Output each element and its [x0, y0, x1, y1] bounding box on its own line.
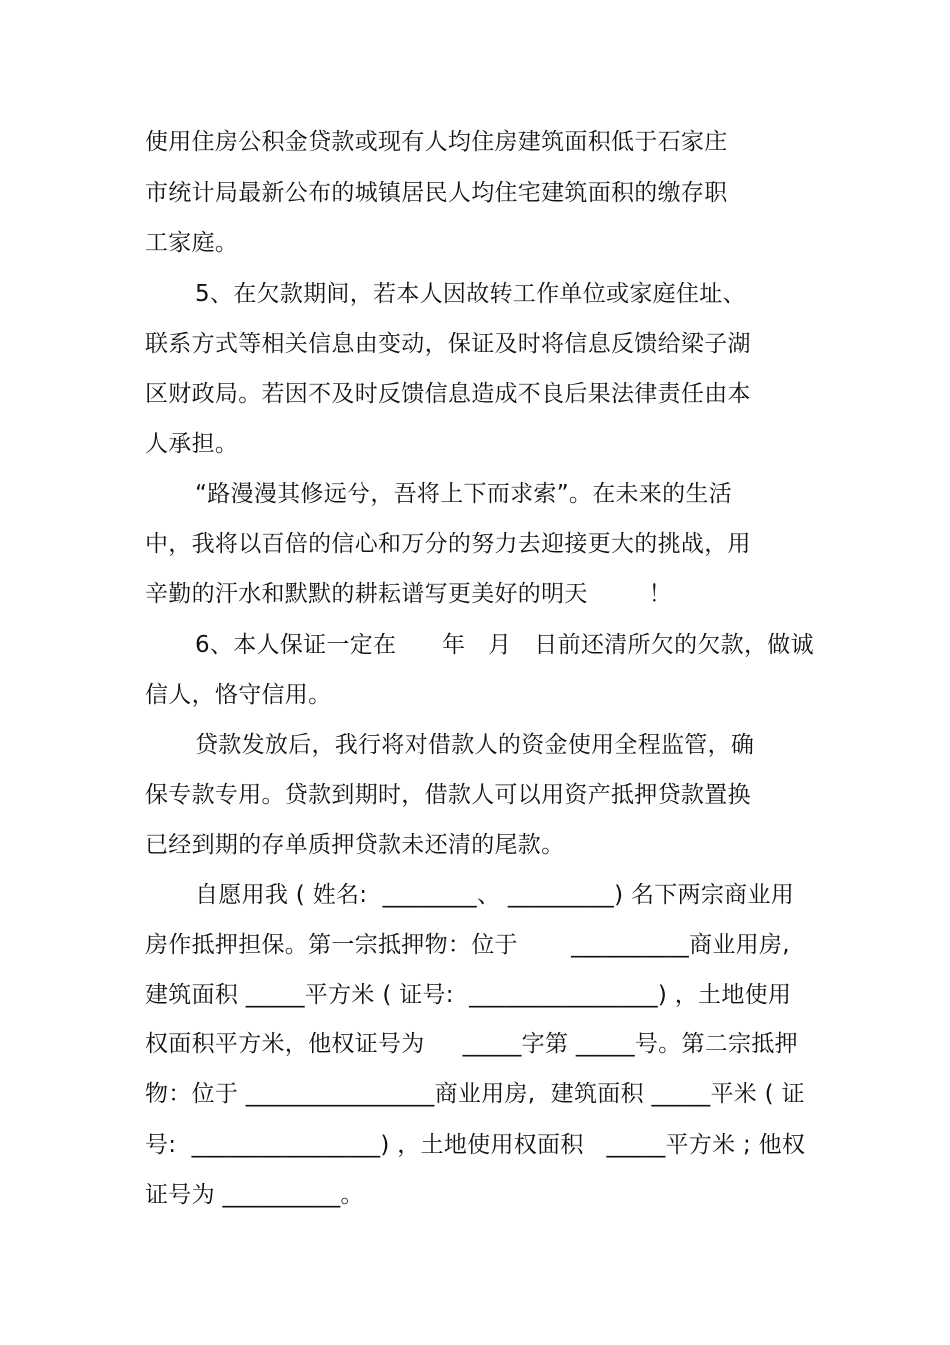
- text-line: 区财政局。若因不及时反馈信息造成不良后果法律责任由本: [145, 381, 751, 407]
- mortgage-paragraph-start: 自愿用我 ( 姓名: ________、 _________) 名下两宗商业用: [195, 882, 795, 908]
- loan-paragraph-start: 贷款发放后，我行将对借款人的资金使用全程监管，确: [195, 732, 755, 758]
- text-line: 已经到期的存单质押贷款未还清的尾款。: [145, 832, 565, 858]
- text-line: 使用住房公积金贷款或现有人均住房建筑面积低于石家庄: [145, 129, 728, 155]
- quote-paragraph-start: “路漫漫其修远兮，吾将上下而求索”。在未来的生活: [195, 481, 733, 507]
- text-line: 证号为 __________。: [145, 1182, 364, 1208]
- text-line: 号: ________________) ，土地使用权面积 _____平方米 ; 他权: [145, 1132, 806, 1158]
- paragraph-6-start: 6、本人保证一定在 年 月 日前还清所欠的欠款，做诚: [195, 632, 814, 658]
- text-line: 物：位于 ________________商业用房, 建筑面积 _____平米 ( 证: [145, 1081, 805, 1107]
- text-line: 建筑面积 _____平方米 ( 证号: ________________) ，土地使用: [145, 982, 792, 1008]
- text-line: 权面积平方米，他权证号为 _____字第 _____号。第二宗抵押: [145, 1031, 798, 1057]
- text-line: 工家庭。: [145, 230, 239, 256]
- paragraph-5-start: 5、在欠款期间，若本人因故转工作单位或家庭住址、: [195, 281, 746, 307]
- text-line: 辛勤的汗水和默默的耕耘谱写更美好的明天 ！: [145, 581, 672, 607]
- text-line: 联系方式等相关信息由变动，保证及时将信息反馈给梁子湖: [145, 331, 751, 357]
- text-line: 中，我将以百倍的信心和万分的努力去迎接更大的挑战，用: [145, 531, 751, 557]
- text-line: 房作抵押担保。第一宗抵押物：位于 __________商业用房,: [145, 932, 790, 958]
- text-line: 信人，恪守信用。: [145, 682, 332, 708]
- text-line: 人承担。: [145, 431, 239, 457]
- text-line: 保专款专用。贷款到期时，借款人可以用资产抵押贷款置换: [145, 782, 751, 808]
- text-line: 市统计局最新公布的城镇居民人均住宅建筑面积的缴存职: [145, 180, 728, 206]
